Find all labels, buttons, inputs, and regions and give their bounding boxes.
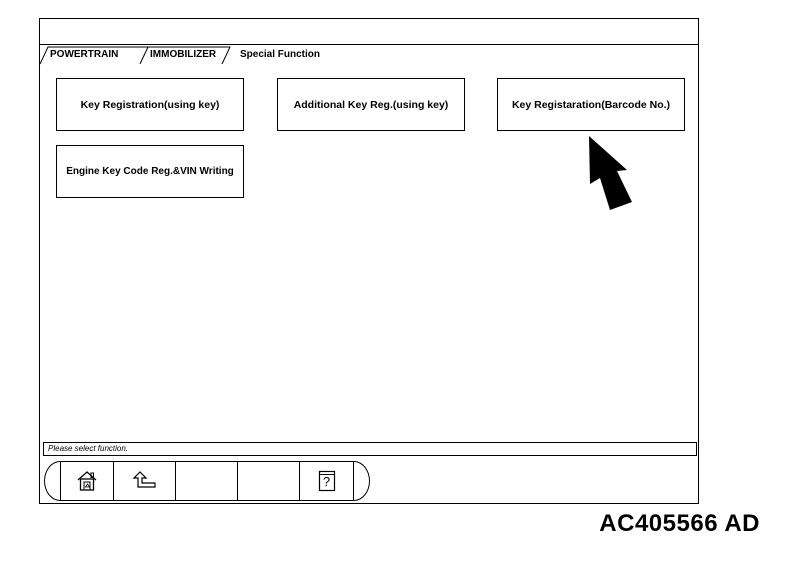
additional-key-reg-button[interactable]: Additional Key Reg.(using key): [277, 78, 465, 131]
breadcrumb-item-immobilizer[interactable]: IMMOBILIZER: [150, 49, 217, 60]
breadcrumb-item-powertrain[interactable]: POWERTRAIN: [50, 49, 119, 60]
toolbar-empty-button-2[interactable]: [238, 461, 300, 501]
breadcrumb: [40, 46, 360, 64]
help-glyph: ?: [322, 474, 331, 489]
figure-id: AC405566 AD: [599, 510, 760, 537]
status-bar: Please select function.: [43, 442, 697, 456]
key-registration-using-key-button[interactable]: Key Registration(using key): [56, 78, 244, 131]
key-registration-barcode-button[interactable]: Key Registaration(Barcode No.): [497, 78, 685, 131]
help-button[interactable]: [300, 461, 354, 501]
breadcrumb-item-special-function: Special Function: [240, 49, 321, 60]
back-icon: [132, 470, 158, 492]
toolbar-right-cap: [354, 461, 370, 501]
toolbar-left-cap: [44, 461, 60, 501]
engine-key-code-vin-writing-button[interactable]: Engine Key Code Reg.&VIN Writing: [56, 145, 244, 198]
pointer-arrow-icon: [580, 136, 636, 212]
diagnostic-screen: [39, 18, 699, 504]
toolbar-empty-button-1[interactable]: [176, 461, 238, 501]
help-icon: [318, 470, 336, 492]
home-icon: [76, 470, 98, 492]
home-button[interactable]: [60, 461, 114, 501]
title-bar-divider: [40, 44, 698, 45]
back-button[interactable]: [114, 461, 176, 501]
